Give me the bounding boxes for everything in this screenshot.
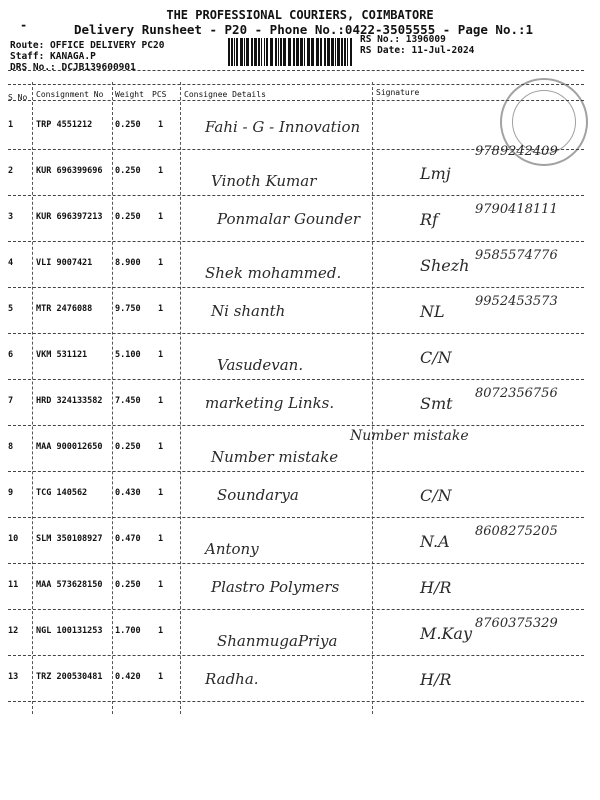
pcs-value: 1	[158, 258, 164, 268]
barcode-bar	[283, 38, 286, 66]
consignment-number: MTR 2476088	[36, 304, 93, 314]
signature-handwritten: H/R	[420, 670, 452, 689]
barcode-bar	[320, 38, 322, 66]
pcs-value: 1	[158, 626, 164, 636]
barcode-bar	[264, 38, 265, 66]
consignment-number: KUR 696397213	[36, 212, 103, 222]
weight-value: 5.100	[115, 350, 141, 360]
col-weight: Weight	[115, 90, 144, 99]
barcode-bar	[261, 38, 262, 66]
signature-handwritten: N.A	[420, 532, 450, 551]
barcode-bar	[231, 38, 233, 66]
table-row	[0, 334, 600, 380]
divider	[8, 84, 584, 85]
serial-number: 7	[8, 396, 14, 406]
table-row	[0, 518, 600, 564]
header-divider	[8, 100, 584, 101]
table-row	[0, 426, 600, 472]
barcode-bar	[335, 38, 336, 66]
phone-handwritten: 9585574776	[475, 248, 558, 263]
weight-value: 0.250	[115, 166, 141, 176]
barcode-bar	[307, 38, 310, 66]
consignment-number: MAA 573628150	[36, 580, 103, 590]
consignee-handwritten: Vasudevan.	[217, 356, 304, 374]
serial-number: 3	[8, 212, 14, 222]
phone-handwritten: 9952453573	[475, 294, 558, 309]
barcode-bar	[280, 38, 282, 66]
pcs-value: 1	[158, 396, 164, 406]
header-mark: -	[20, 18, 28, 32]
consignment-number: TRZ 200530481	[36, 672, 103, 682]
signature-handwritten: C/N	[420, 486, 452, 505]
barcode-bar	[240, 38, 243, 66]
weight-value: 0.250	[115, 212, 141, 222]
serial-number: 9	[8, 488, 14, 498]
serial-number: 10	[8, 534, 19, 544]
weight-value: 0.430	[115, 488, 141, 498]
barcode-bar	[350, 38, 352, 66]
consignee-handwritten: Soundarya	[217, 486, 299, 504]
weight-value: 0.420	[115, 672, 141, 682]
consignee-handwritten: Number mistake	[211, 448, 339, 466]
consignee-handwritten: Plastro Polymers	[211, 578, 340, 596]
barcode-bar	[258, 38, 260, 66]
table-row	[0, 656, 600, 702]
runsheet-title: Delivery Runsheet - P20 - Phone No.:0422-3505555 - Page No.:1	[74, 22, 534, 37]
pcs-value: 1	[158, 580, 164, 590]
serial-number: 1	[8, 120, 14, 130]
phone-handwritten: 9789242409	[475, 144, 558, 159]
weight-value: 1.700	[115, 626, 141, 636]
barcode-bar	[331, 38, 334, 66]
serial-number: 13	[8, 672, 19, 682]
consignment-number: KUR 696399696	[36, 166, 103, 176]
barcode	[228, 38, 354, 66]
barcode-bar	[278, 38, 279, 66]
signature-handwritten: H/R	[420, 578, 452, 597]
signature-handwritten: Lmj	[420, 164, 451, 183]
company-name: THE PROFESSIONAL COURIERS, COIMBATORE	[166, 8, 434, 22]
weight-value: 9.750	[115, 304, 141, 314]
weight-value: 7.450	[115, 396, 141, 406]
serial-number: 4	[8, 258, 14, 268]
consignment-number: HRD 324133582	[36, 396, 103, 406]
barcode-bar	[327, 38, 330, 66]
barcode-bar	[228, 38, 230, 66]
barcode-bar	[341, 38, 343, 66]
col-sno: S No	[8, 93, 28, 102]
rs-number: RS No.: 1396009	[360, 34, 446, 45]
consignment-number: NGL 100131253	[36, 626, 103, 636]
barcode-bar	[251, 38, 253, 66]
table-row	[0, 610, 600, 656]
drs-number: DRS No.: DCJB139600901	[10, 62, 136, 73]
barcode-bar	[234, 38, 235, 66]
weight-value: 0.470	[115, 534, 141, 544]
consignee-handwritten: marketing Links.	[205, 394, 335, 412]
consignment-number: VKM 531121	[36, 350, 88, 360]
consignment-number: SLM 350108927	[36, 534, 103, 544]
weight-value: 0.250	[115, 442, 141, 452]
table-row	[0, 472, 600, 518]
table-row	[0, 144, 600, 196]
phone-handwritten: 8760375329	[475, 616, 558, 631]
phone-handwritten: 8608275205	[475, 524, 558, 539]
consignment-number: TCG 140562	[36, 488, 88, 498]
pcs-value: 1	[158, 534, 164, 544]
signature-handwritten: NL	[420, 302, 445, 321]
pcs-value: 1	[158, 672, 164, 682]
barcode-bar	[236, 38, 238, 66]
col-pcs: PCS	[152, 90, 167, 99]
consignment-number: MAA 900012650	[36, 442, 103, 452]
serial-number: 11	[8, 580, 19, 590]
weight-value: 8.900	[115, 258, 141, 268]
col-consignment: Consignment No	[36, 90, 104, 99]
pcs-value: 1	[158, 442, 164, 452]
consignee-handwritten: Ni shanth	[211, 302, 286, 320]
barcode-bar	[275, 38, 277, 66]
barcode-bar	[246, 38, 249, 66]
serial-number: 12	[8, 626, 19, 636]
consignment-number: VLI 9007421	[36, 258, 93, 268]
pcs-value: 1	[158, 304, 164, 314]
consignee-handwritten: Radha.	[205, 670, 259, 688]
consignee-handwritten: ShanmugaPriya	[217, 632, 338, 650]
signature-handwritten: M.Kay	[420, 624, 472, 643]
pcs-value: 1	[158, 350, 164, 360]
route-label: Route: OFFICE DELIVERY PC20	[10, 40, 165, 51]
divider	[8, 70, 584, 71]
phone-handwritten: 8072356756	[475, 386, 558, 401]
consignee-handwritten: Ponmalar Gounder	[217, 210, 361, 228]
barcode-bar	[324, 38, 326, 66]
signature-handwritten: Number mistake	[350, 428, 469, 444]
consignee-handwritten: Shek mohammed.	[205, 264, 342, 282]
pcs-value: 1	[158, 166, 164, 176]
staff-label: Staff: KANAGA.P	[10, 51, 96, 62]
pcs-value: 1	[158, 212, 164, 222]
weight-value: 0.250	[115, 580, 141, 590]
barcode-bar	[244, 38, 245, 66]
rs-date: RS Date: 11-Jul-2024	[360, 45, 475, 56]
barcode-bar	[293, 38, 295, 66]
signature-handwritten: Shezh	[420, 256, 470, 275]
phone-handwritten: 9790418111	[475, 202, 558, 217]
barcode-bar	[288, 38, 291, 66]
signature-handwritten: Rf	[420, 210, 438, 229]
barcode-bar	[344, 38, 346, 66]
barcode-bar	[337, 38, 340, 66]
table-row	[0, 564, 600, 610]
table-row	[0, 380, 600, 426]
serial-number: 2	[8, 166, 14, 176]
signature-handwritten: C/N	[420, 348, 452, 367]
serial-number: 8	[8, 442, 14, 452]
weight-value: 0.250	[115, 120, 141, 130]
serial-number: 6	[8, 350, 14, 360]
barcode-bar	[304, 38, 305, 66]
row-divider	[8, 701, 584, 702]
table-row	[0, 196, 600, 242]
table-row	[0, 242, 600, 288]
consignee-handwritten: Fahi - G - Innovation	[205, 118, 361, 136]
barcode-bar	[300, 38, 303, 66]
consignment-number: TRP 4551212	[36, 120, 93, 130]
serial-number: 5	[8, 304, 14, 314]
barcode-bar	[266, 38, 268, 66]
barcode-bar	[311, 38, 314, 66]
table-row	[0, 288, 600, 334]
signature-handwritten: Smt	[420, 394, 453, 413]
barcode-bar	[316, 38, 319, 66]
barcode-bar	[296, 38, 299, 66]
col-details: Consignee Details	[184, 90, 266, 99]
pcs-value: 1	[158, 120, 164, 130]
col-signature: Signature	[376, 88, 420, 97]
consignee-handwritten: Vinoth Kumar	[211, 172, 317, 190]
consignee-handwritten: Antony	[205, 540, 259, 558]
barcode-bar	[347, 38, 348, 66]
pcs-value: 1	[158, 488, 164, 498]
barcode-bar	[270, 38, 273, 66]
barcode-bar	[254, 38, 257, 66]
